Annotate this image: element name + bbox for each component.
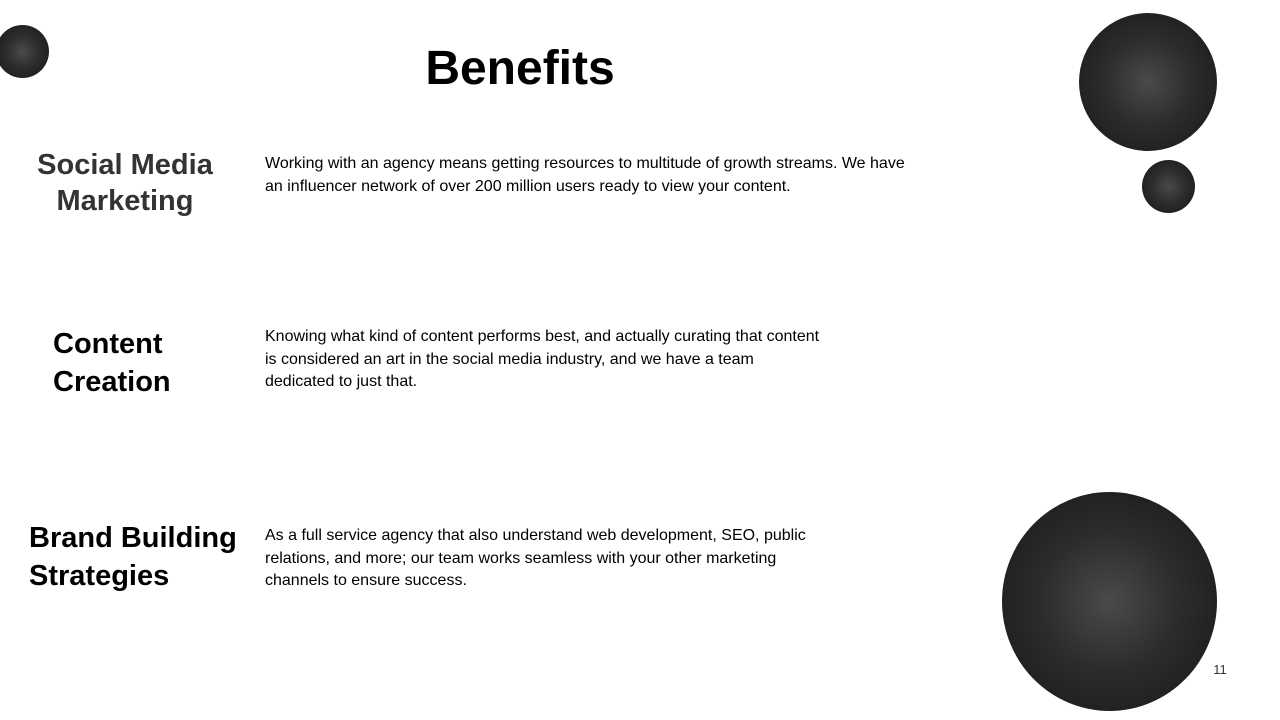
decorative-orb-top-right-small (1142, 160, 1195, 213)
page-number: 11 (1213, 662, 1227, 677)
benefit-description-social-media-marketing: Working with an agency means getting resources to multitude of growth streams. We have an influencer network of over 200 million users ready to view your content. (265, 155, 905, 195)
slide-title: Benefits (425, 42, 615, 95)
benefit-heading-brand-building-strategies: Brand Building Strategies (29, 522, 237, 592)
decorative-orb-top-left (0, 25, 49, 78)
benefit-heading-content-creation: Content Creation (53, 328, 171, 398)
benefit-description-brand-building-strategies: As a full service agency that also understand web development, SEO, public relations, and more; our team works seamless with your other marketing channels to ensure success. (265, 527, 806, 589)
decorative-orb-top-right-large (1079, 13, 1217, 151)
benefit-heading-social-media-marketing: Social Media Marketing (37, 149, 213, 217)
benefit-description-content-creation: Knowing what kind of content performs best, and actually curating that content is considered an art in the social media industry, and we have a team dedicated to just that. (265, 328, 820, 390)
decorative-orb-bottom-right (1002, 492, 1217, 711)
